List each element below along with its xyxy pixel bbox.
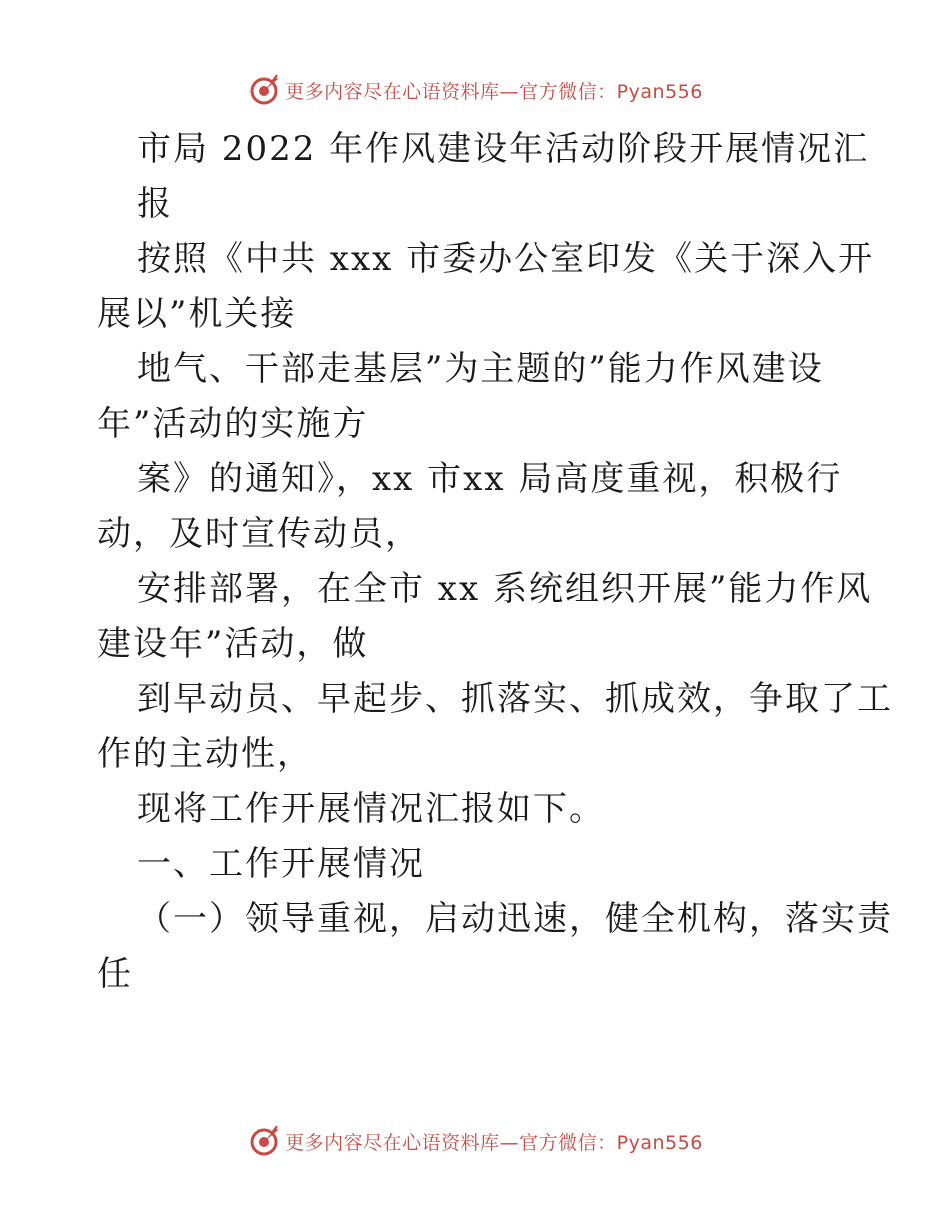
paragraph-line: 地气、干部走基层”为主题的”能力作风建设 bbox=[137, 349, 824, 389]
footer-banner bbox=[0, 1121, 950, 1161]
paragraph-line: 案》的通知》，xx 市xx 局高度重视，积极行 bbox=[137, 459, 843, 499]
header-banner bbox=[0, 70, 950, 110]
banner-text: 更多内容尽在心语资料库—官方微信：Pyan556 bbox=[285, 80, 703, 103]
doc-title-line: 报 bbox=[137, 184, 173, 224]
banner-text: 更多内容尽在心语资料库—官方微信：Pyan556 bbox=[285, 1131, 703, 1154]
subsection-heading: 任 bbox=[97, 954, 133, 994]
quill-pen-logo-icon bbox=[247, 1124, 281, 1158]
paragraph-line: 作的主动性， bbox=[97, 734, 313, 774]
quill-pen-logo-icon bbox=[247, 73, 281, 107]
paragraph-line: 年”活动的实施方 bbox=[97, 404, 369, 444]
document-body bbox=[97, 122, 893, 1002]
paragraph-line: 现将工作开展情况汇报如下。 bbox=[137, 789, 605, 829]
section-heading: 一、工作开展情况 bbox=[137, 844, 425, 884]
doc-title-line: 市局 2022 年作风建设年活动阶段开展情况汇 bbox=[137, 129, 870, 169]
paragraph-line: 动，及时宣传动员， bbox=[97, 514, 421, 554]
subsection-heading: （一）领导重视，启动迅速，健全机构，落实责 bbox=[137, 899, 893, 939]
paragraph-line: 按照《中共 xxx 市委办公室印发《关于深入开 bbox=[137, 239, 875, 279]
paragraph-line: 到早动员、早起步、抓落实、抓成效，争取了工 bbox=[137, 679, 893, 719]
paragraph-line: 建设年”活动，做 bbox=[97, 624, 369, 664]
paragraph-line: 安排部署，在全市 xx 系统组织开展”能力作风 bbox=[137, 569, 873, 609]
paragraph-line: 展以”机关接 bbox=[97, 294, 297, 334]
